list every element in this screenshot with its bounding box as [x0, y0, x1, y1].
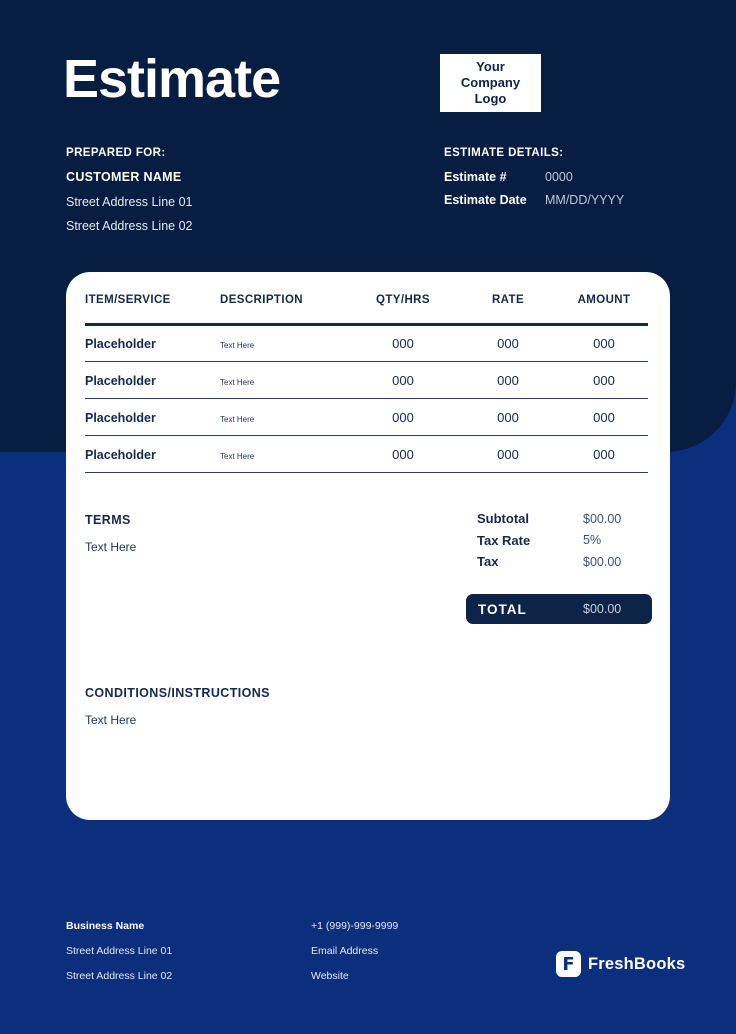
terms-text: Text Here — [85, 540, 137, 554]
business-phone: +1 (999)-999-9999 — [311, 920, 399, 932]
column-header-qty-hrs: QTY/HRS — [350, 284, 456, 325]
business-website: Website — [311, 970, 349, 982]
tax-value: $00.00 — [583, 554, 622, 569]
company-logo-text: Your Company Logo — [460, 59, 521, 106]
tax-label: Tax — [477, 554, 499, 570]
estimate-details-heading: ESTIMATE DETAILS: — [444, 147, 564, 159]
item-description: Text Here — [220, 341, 255, 350]
conditions-heading: CONDITIONS/INSTRUCTIONS — [85, 686, 270, 700]
table-header-row — [85, 284, 648, 325]
company-logo-placeholder[interactable] — [440, 54, 541, 112]
item-rate: 000 — [456, 436, 560, 473]
tax-rate-row — [477, 530, 667, 552]
column-header-description: DESCRIPTION — [220, 284, 350, 325]
item-description: Text Here — [220, 414, 255, 424]
item-amount: 000 — [560, 399, 648, 436]
estimate-details-section — [444, 147, 624, 216]
subtotal-value: $00.00 — [583, 511, 622, 526]
footer-business-column — [66, 920, 172, 995]
business-address-line2: Street Address Line 02 — [66, 970, 173, 982]
table-row — [85, 399, 648, 436]
item-description: Text Here — [220, 377, 255, 387]
estimate-date-value: MM/DD/YYYY — [545, 193, 625, 207]
subtotal-label: Subtotal — [477, 511, 529, 527]
business-email: Email Address — [311, 945, 379, 957]
tax-rate-label: Tax Rate — [477, 532, 531, 548]
item-amount: 000 — [560, 436, 648, 473]
item-name: Placeholder — [85, 373, 156, 388]
table-row — [85, 436, 648, 473]
item-qty: 000 — [350, 325, 456, 362]
item-qty: 000 — [350, 436, 456, 473]
total-value: $00.00 — [583, 602, 622, 616]
page-title: Estimate — [63, 49, 281, 109]
prepared-for-heading: PREPARED FOR: — [66, 147, 166, 159]
terms-heading: TERMS — [85, 513, 131, 527]
estimate-date-row — [444, 193, 624, 207]
customer-name: CUSTOMER NAME — [66, 170, 182, 184]
item-description: Text Here — [220, 451, 255, 461]
conditions-text: Text Here — [85, 713, 137, 727]
prepared-for-section — [66, 147, 192, 243]
total-bar — [466, 594, 652, 624]
tax-rate-value: 5% — [583, 533, 602, 548]
line-items-table — [85, 284, 648, 473]
total-label: TOTAL — [478, 601, 527, 617]
item-qty: 000 — [350, 362, 456, 399]
footer-contact-column — [311, 920, 398, 995]
customer-address-line1: Street Address Line 01 — [66, 195, 193, 209]
item-amount: 000 — [560, 362, 648, 399]
item-name: Placeholder — [85, 447, 156, 462]
conditions-section — [85, 686, 270, 727]
item-name: Placeholder — [85, 337, 156, 351]
estimate-number-label: Estimate # — [444, 170, 507, 184]
item-rate: 000 — [456, 325, 560, 362]
column-header-amount: AMOUNT — [560, 284, 648, 325]
table-row — [85, 362, 648, 399]
table-row — [85, 325, 648, 362]
column-header-item-service: ITEM/SERVICE — [85, 284, 220, 325]
estimate-number-row — [444, 170, 624, 184]
item-rate: 000 — [456, 362, 560, 399]
freshbooks-wordmark: FreshBooks — [588, 954, 686, 973]
estimate-card — [66, 272, 670, 820]
freshbooks-brand — [556, 951, 685, 977]
terms-section — [85, 513, 136, 554]
business-name: Business Name — [66, 920, 145, 932]
item-name: Placeholder — [85, 410, 156, 425]
item-rate: 000 — [456, 399, 560, 436]
column-header-rate: RATE — [456, 284, 560, 325]
item-qty: 000 — [350, 399, 456, 436]
estimate-number-value: 0000 — [545, 170, 573, 184]
business-address-line1: Street Address Line 01 — [66, 945, 173, 957]
customer-address-line2: Street Address Line 02 — [66, 219, 193, 233]
estimate-date-label: Estimate Date — [444, 193, 527, 207]
summary-section — [477, 508, 667, 573]
freshbooks-logo-icon: F — [556, 951, 581, 977]
tax-row — [477, 551, 667, 573]
subtotal-row — [477, 508, 667, 530]
item-amount: 000 — [560, 325, 648, 362]
